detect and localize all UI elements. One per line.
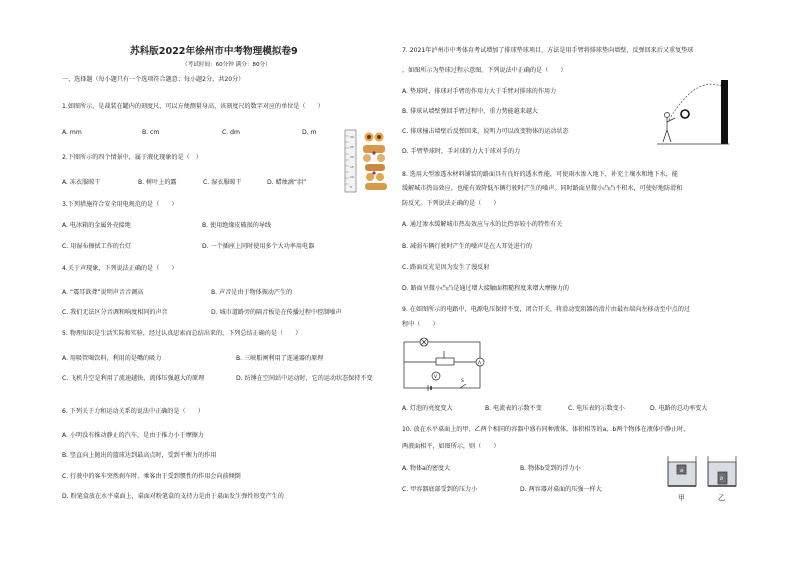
q4-option-d[interactable]: D. 城市道路旁的隔音板是在传播过程中控制噪声 <box>211 309 342 316</box>
volleyball-diagram <box>655 78 735 148</box>
rheostat-icon <box>436 358 454 365</box>
question-10-line1: 10. 放在水平桌面上的甲、乙两个相同的容器中盛有同种液体，体积相等的a、b两个物体在液体中静止时， <box>402 426 690 433</box>
q1-option-a[interactable]: A. mm <box>62 129 82 136</box>
q6-option-a[interactable]: A. 小明没有推动静止的汽车，是由于推力小于摩擦力 <box>62 432 204 439</box>
q3-option-d[interactable]: D. 一个插座上同时使用多个大功率用电器 <box>202 243 315 250</box>
container-yi-label: 乙 <box>718 494 725 502</box>
q4-option-b[interactable]: B. 声音是由于物体振动产生的 <box>211 289 293 296</box>
q6-option-b[interactable]: B. 竖直向上抛出的篮球达到最高点时，受到平衡力的作用 <box>62 452 217 459</box>
containers-diagram <box>662 448 744 504</box>
question-9-line1: 9. 在如图所示的电路中，电源电压保持不变，闭合开关，将滑动变阻器的滑片由最右端向左移动至中点的过 <box>402 306 691 313</box>
question-4: 4.关于声现象，下列说法正确的是（ ） <box>62 265 178 272</box>
q10-option-b[interactable]: B. 物体b受到的浮力小 <box>520 465 581 472</box>
question-1: 1.如图所示，是裁装在罐内的刻度尺，可以方便测量身高，该刻度尺的数字对应的单位是（ ） <box>62 103 324 110</box>
q2-option-c[interactable]: C. 湿衣服晾干 <box>203 179 242 186</box>
q3-option-b[interactable]: B. 使用绝缘皮破损的导线 <box>202 222 271 229</box>
player-icon <box>665 113 670 118</box>
question-6: 6. 下列关于力和运动关系的说法中正确的是（ ） <box>62 408 204 415</box>
object-b-label: b <box>720 476 724 482</box>
q1-option-b[interactable]: B. cm <box>142 129 160 136</box>
question-7-line1: 7. 2021年泸州市中考体育考试增加了排球垫球项目，方法是用手臂将排球垫向墙壁，反弹回来后又重复垫球 <box>402 47 694 54</box>
question-3: 3.下列措施符合安全用电规范的是（ ） <box>62 201 178 208</box>
q9-option-d[interactable]: D. 电路的总功率变大 <box>650 405 708 412</box>
q5-option-d[interactable]: D. 纺锤在空间站中运动时，它的运动状态保持不变 <box>236 375 373 382</box>
q2-option-d[interactable]: D. 蜡烛滴“泪” <box>267 179 307 186</box>
wall <box>721 80 728 144</box>
ruler-digit: 10 <box>350 175 354 179</box>
question-8-line2: 缓解城市热岛效应。也能有效降低车辆行驶时产生的噪声。同时路面呈微小凸凸不积水，可使好地防滑和 <box>402 185 683 192</box>
q10-option-c[interactable]: C. 甲容器底部受到的压力小 <box>402 486 478 493</box>
q3-option-c[interactable]: C. 用湿布擦拭工作的台灯 <box>62 243 132 250</box>
exam-info: （考试时间：60分钟 满分：80分） <box>182 62 271 68</box>
q2-option-a[interactable]: A. 冻衣服晾干 <box>62 179 101 186</box>
q7-option-d[interactable]: D. 手臂垫球时，手对球的力大于球对手的力 <box>402 148 521 155</box>
question-8-line3: 防反光。下列说法正确的是（ ） <box>402 200 500 207</box>
q8-option-a[interactable]: A. 通过渗水缓解城市热岛效应与水的比热容较小的特性有关 <box>402 221 563 228</box>
ruler-digit: 5 <box>350 185 352 189</box>
q7-option-a[interactable]: A. 垫球时，排球对手臂的作用力大于手臂对排球的作用力 <box>402 88 557 95</box>
q5-option-b[interactable]: B. 三峡船闸利用了连通器的原理 <box>236 355 324 362</box>
question-9-line2: 程中（ ） <box>402 321 439 328</box>
question-7-line2: ，如图所示为垫球过程示意图。下列说法中正确的是（ ） <box>402 67 567 74</box>
ruler-digit: 30 <box>350 135 354 139</box>
q8-option-d[interactable]: D. 路面呈微小凸凸是通过增大接触面粗糙程度来增大摩擦力的 <box>402 285 570 292</box>
q8-option-c[interactable]: C. 路面反光是因为发生了漫反射 <box>402 264 490 271</box>
ruler-digit: 15 <box>350 165 354 169</box>
q10-option-a[interactable]: A. 物体a的密度大 <box>402 465 451 472</box>
ball-icon <box>681 110 689 118</box>
question-8-line1: 8. 选用大型渗透水材料铺装的路面具有良好的透水性能，可使雨水渗入地下，补充土壤水和地下水，能 <box>402 171 678 178</box>
section-heading: 一、选择题（每小题只有一个选项符合题意；每小题2分，共20分） <box>62 76 245 83</box>
q6-option-c[interactable]: C. 行驶中的客车突然刹车时，乘客由于受到惯性的作用会向前倾倒 <box>62 473 241 480</box>
q3-option-a[interactable]: A. 电冰箱的金属外壳接地 <box>62 222 131 229</box>
q8-option-b[interactable]: B. 减弱车辆行驶时产生的噪声是在人耳处进行的 <box>402 243 532 250</box>
q9-option-a[interactable]: A. 灯泡的亮度变大 <box>402 405 453 412</box>
circuit-diagram <box>400 336 492 394</box>
q2-option-b[interactable]: B. 树叶上的露 <box>138 179 177 186</box>
question-10-line2: 两液面相平，如图所示，则（ ） <box>402 443 500 450</box>
q7-option-c[interactable]: C. 排球撞击墙壁后反弹回来，说明力可以改变物体的运动状态 <box>402 128 569 135</box>
q10-option-d[interactable]: D. 两容器对桌面的压强一样大 <box>520 486 602 493</box>
voltmeter-label: V <box>434 375 438 380</box>
height-ruler-figure <box>343 128 397 194</box>
q4-option-c[interactable]: C. 我们无法区分音调和响度相同的声音 <box>62 309 168 316</box>
container-jia-label: 甲 <box>678 494 685 502</box>
q5-option-c[interactable]: C. 飞机升空是利用了流速越快，流体压强越大的原理 <box>62 375 205 382</box>
q1-option-d[interactable]: D. m <box>302 129 317 136</box>
question-2: 2.下图所示的四个情景中，属于液化现象的是（ ） <box>62 154 202 161</box>
q1-option-c[interactable]: C. dm <box>222 129 240 136</box>
q6-option-d[interactable]: D. 粉笔盒放在水平桌面上，桌面对粉笔盒的支持力是由于桌面发生弹性形变产生的 <box>62 493 284 500</box>
q7-option-b[interactable]: B. 排球从墙壁弹回手臂过程中，重力势能越来越大 <box>402 108 539 115</box>
paper-title: 苏科版2022年徐州市中考物理模拟卷9 <box>130 46 298 57</box>
question-5: 5. 物理知识是生活实际和实验，经过认真思索而总结出来的，下列总结正确的是（ ） <box>62 330 302 337</box>
q5-option-a[interactable]: A. 用吸管喝饮料，利用的是嘴的吸力 <box>62 355 162 362</box>
ruler-digit: 20 <box>350 155 354 159</box>
object-a-label: a <box>680 468 684 474</box>
ruler-digit: 25 <box>350 145 354 149</box>
ammeter-label: A <box>478 361 482 366</box>
q9-option-b[interactable]: B. 电流表的示数不变 <box>485 405 542 412</box>
switch-label: S <box>461 379 464 384</box>
q9-option-c[interactable]: C. 电压表的示数变小 <box>568 405 625 412</box>
q4-option-a[interactable]: A. “震耳欲聋”说明声音音调高 <box>62 289 144 296</box>
